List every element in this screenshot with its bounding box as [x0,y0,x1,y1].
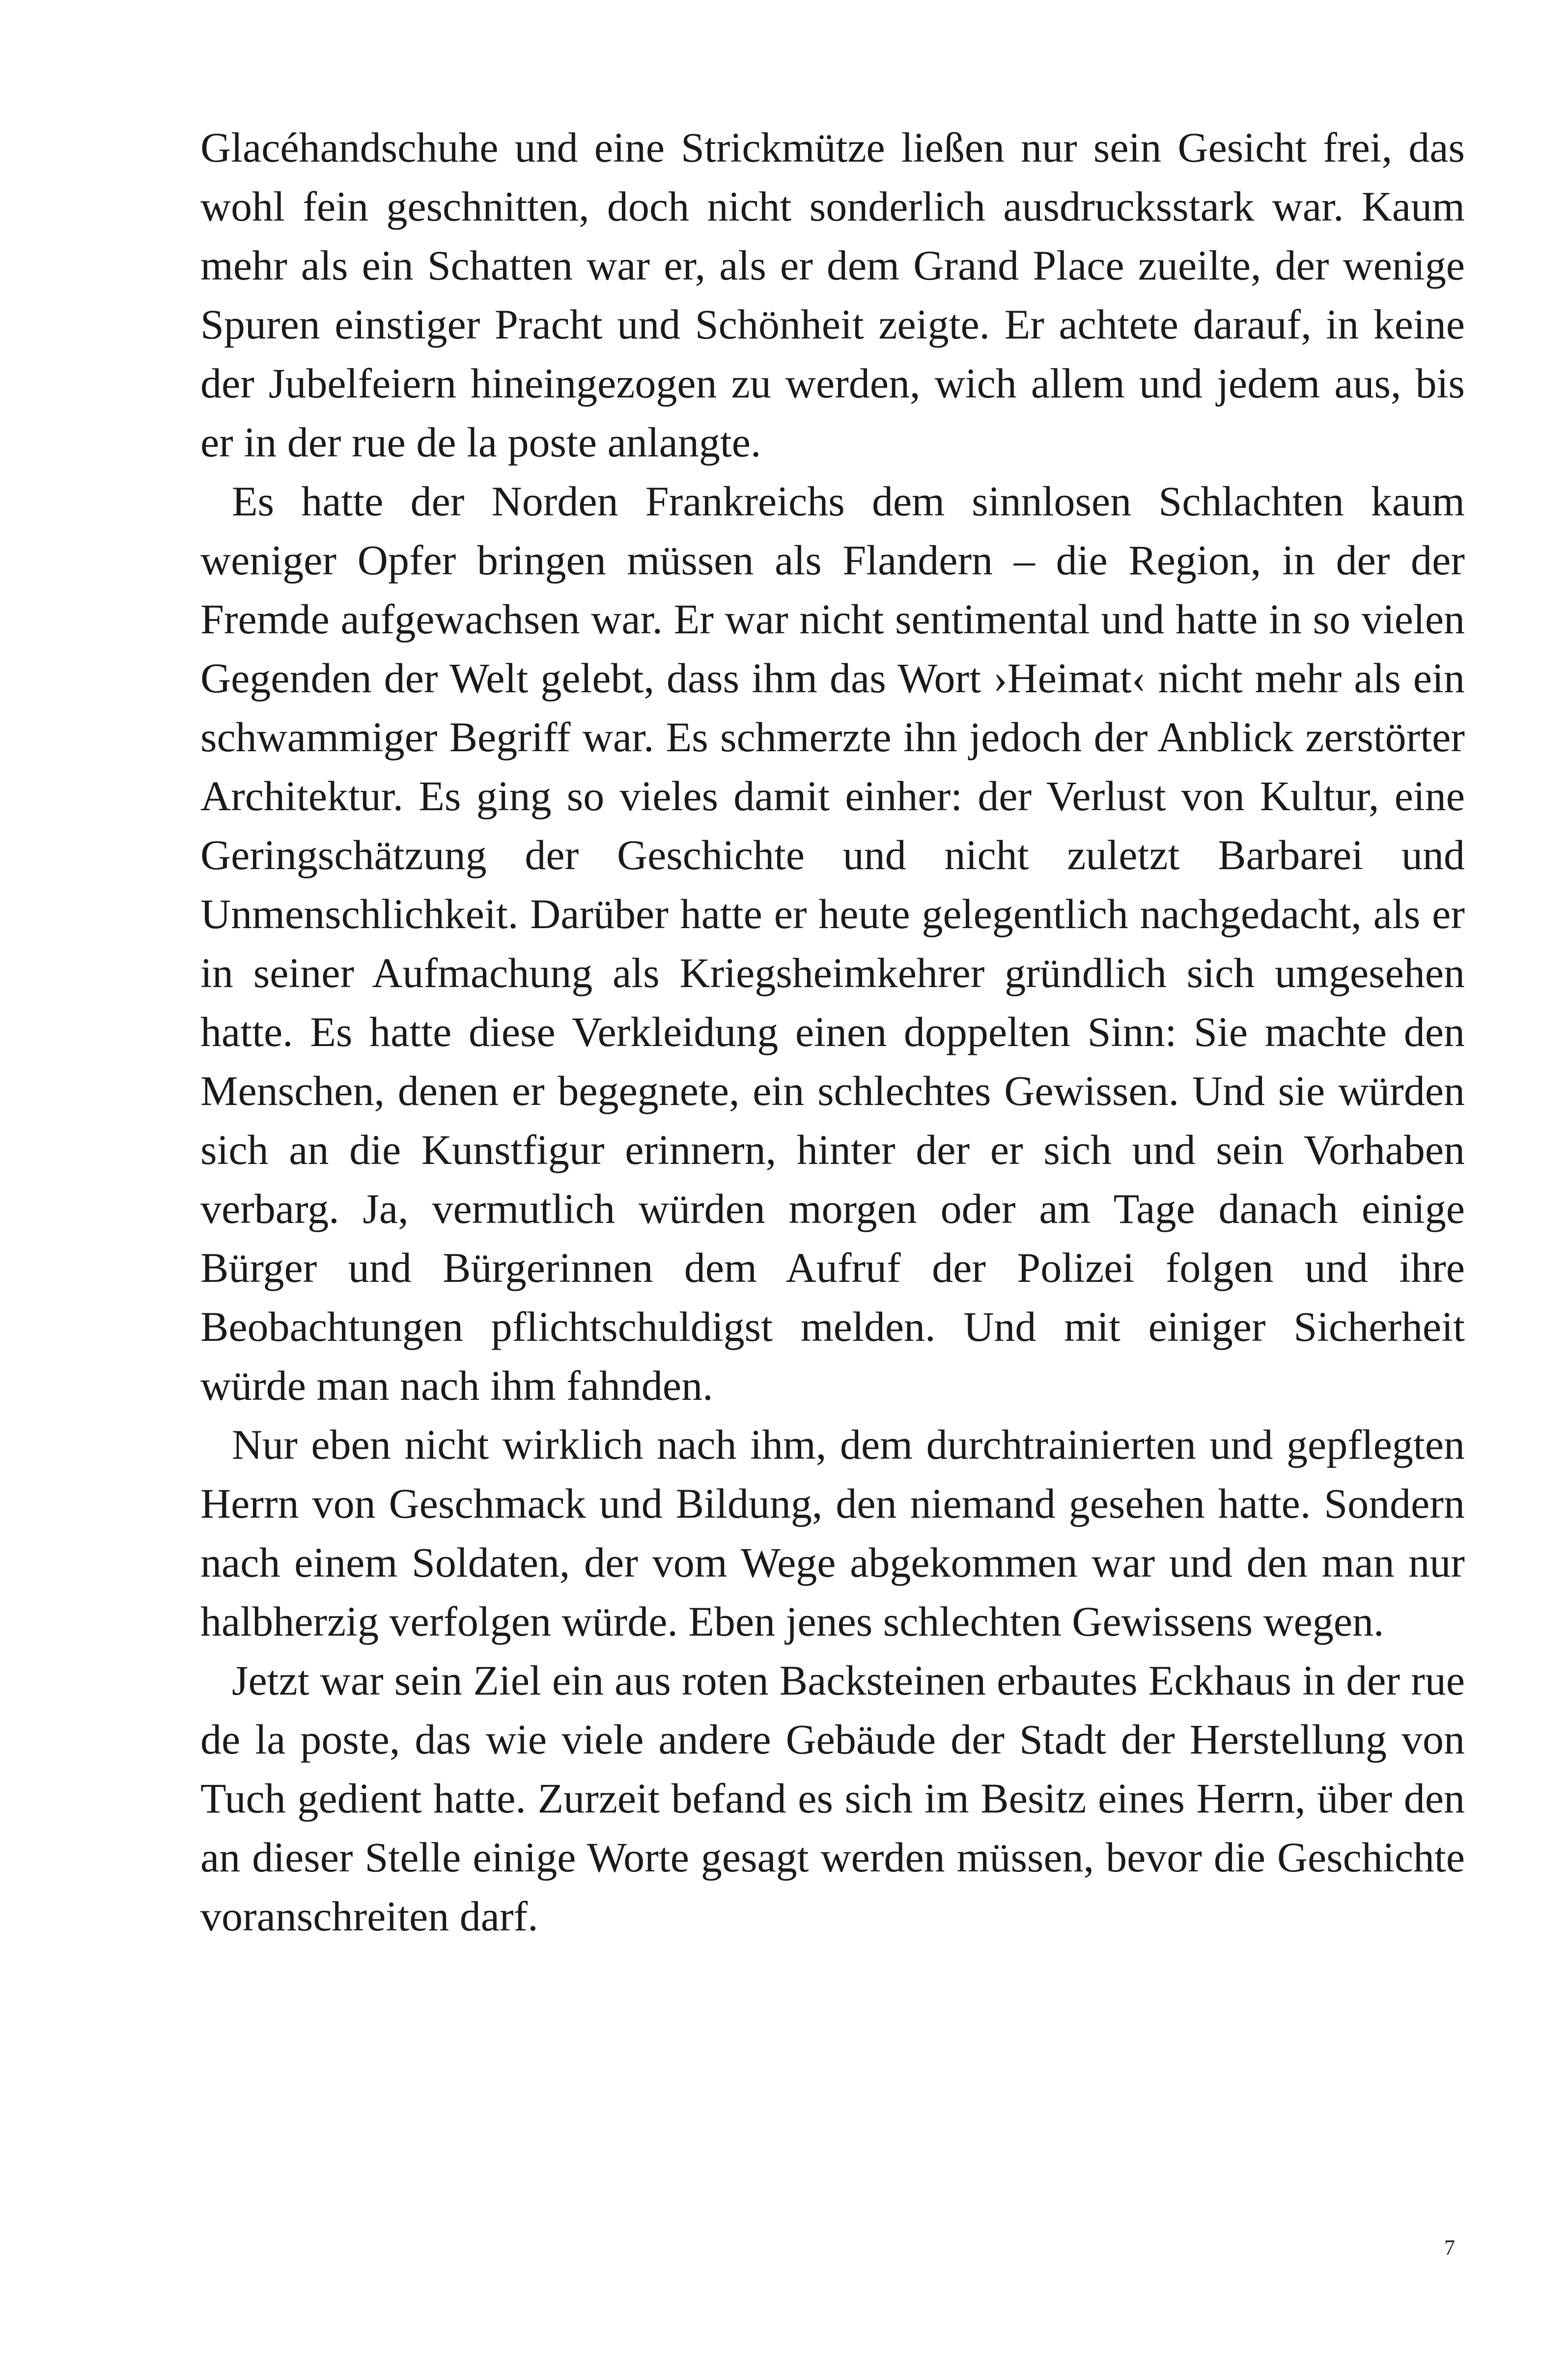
paragraph-2: Es hatte der Norden Frankreichs dem sinnlosen Schlachten kaum weniger Opfer bringen müssen als Flandern – die Region, in der der Fremde aufgewachsen war. Er war nicht sentimental und hatte in so vielen Gegenden der Welt gelebt, dass ihm das Wort ›Heimat‹ nicht mehr als ein schwammiger Begriff war. Es schmerzte ihn jedoch der Anblick zerstörter Architektur. Es ging so vieles damit einher: der Verlust von Kultur, eine Geringschätzung der Geschichte und nicht zuletzt Barbarei und Unmenschlichkeit. Darüber hatte er heute gelegentlich nachgedacht, als er in seiner Aufmachung als Kriegsheimkehrer gründlich sich umgesehen hatte. Es hatte diese Verkleidung einen doppelten Sinn: Sie machte den Menschen, denen er begegnete, ein schlechtes Gewissen. Und sie würden sich an die Kunstfigur erinnern, hinter der er sich und sein Vorhaben verbarg. Ja, vermutlich würden morgen oder am Tage danach einige Bürger und Bürgerinnen dem Aufruf der Polizei folgen und ihre Beobachtungen pflichtschuldigst melden. Und mit einiger Sicherheit würde man nach ihm fahnden. [200,478,1465,1409]
page-number: 7 [1444,2236,1455,2260]
paragraph-1: Glacéhandschuhe und eine Strickmütze ließen nur sein Gesicht frei, das wohl fein geschnitten, doch nicht sonderlich ausdrucksstark war. Kaum mehr als ein Schatten war er, als er dem Grand Place zueilte, der wenige Spuren einstiger Pracht und Schönheit zeigte. Er achtete darauf, in keine der Jubelfeiern hineingezogen zu werden, wich allem und jedem aus, bis er in der rue de la poste anlangte. [200,124,1465,466]
body-text [200,118,1465,1946]
paragraph-3: Nur eben nicht wirklich nach ihm, dem durchtrainierten und gepflegten Herrn von Geschmack und Bildung, den niemand gesehen hatte. Sondern nach einem Soldaten, der vom Wege abgekommen war und den man nur halbherzig verfolgen würde. Eben jenes schlechten Gewissens wegen. [200,1421,1465,1645]
paragraph-4: Jetzt war sein Ziel ein aus roten Backsteinen erbautes Eckhaus in der rue de la poste, das wie viele andere Gebäude der Stadt der Herstellung von Tuch gedient hatte. Zurzeit befand es sich im Besitz eines Herrn, über den an dieser Stelle einige Worte gesagt werden müssen, bevor die Geschichte voranschreiten darf. [200,1657,1465,1940]
